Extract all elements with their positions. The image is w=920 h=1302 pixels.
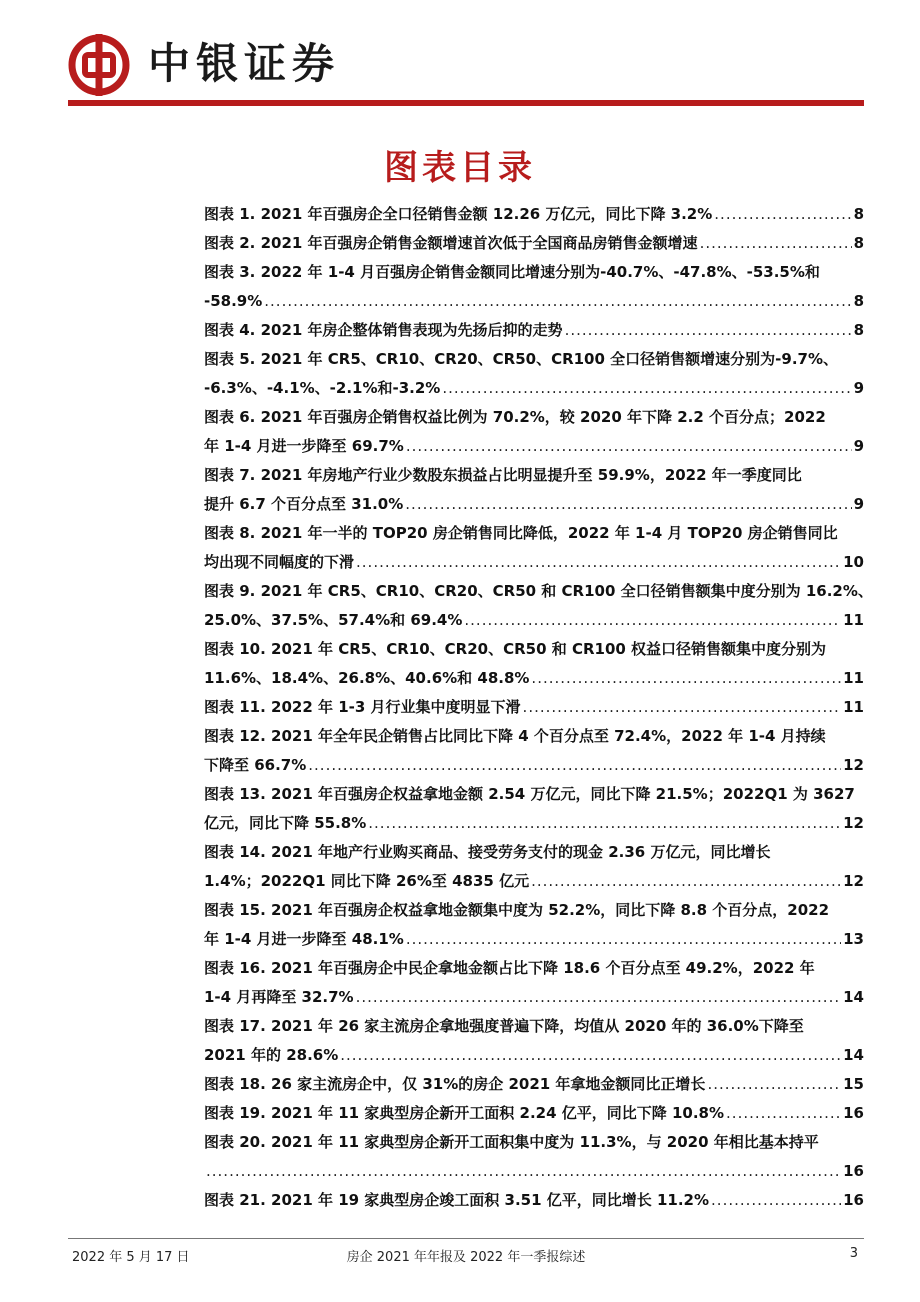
page-number: 3: [849, 1246, 858, 1261]
header-rule: [68, 100, 864, 106]
toc-entry-text: 提升 6.7 个百分点至 31.0%: [204, 495, 404, 513]
toc-entry-line: [204, 403, 864, 432]
toc-entry-line: [204, 1070, 864, 1099]
toc-entry[interactable]: [204, 635, 864, 693]
toc-leader-dots: [714, 200, 851, 229]
toc-entry-text: 11.6%、18.4%、26.8%、40.6%和 48.8%: [204, 669, 530, 687]
toc-entry-text: 年 1-4 月进一步降至 69.7%: [204, 437, 404, 455]
toc-entry-text: 图表 8. 2021 年一半的 TOP20 房企销售同比降低，2022 年 1-4 月 TOP20 房企销售同比: [204, 524, 838, 542]
toc-entry-line: [204, 954, 864, 983]
toc-entry-text: 1-4 月再降至 32.7%: [204, 988, 354, 1006]
toc-entry-text: 图表 5. 2021 年 CR5、CR10、CR20、CR50、CR100 全口径销售额增速分别为-9.7%、: [204, 350, 838, 368]
toc-entry-line: [204, 316, 864, 345]
toc-leader-dots: [726, 1099, 841, 1128]
bank-of-china-logo-icon: [68, 34, 130, 96]
toc-page-number: 8: [853, 205, 864, 223]
toc-leader-dots: [442, 374, 851, 403]
toc-entry-line: [204, 461, 864, 490]
toc-page-number: 11: [843, 669, 864, 687]
toc-entry[interactable]: [204, 519, 864, 577]
toc-entry-text: -6.3%、-4.1%、-2.1%和-3.2%: [204, 379, 441, 397]
toc-entry-line: [204, 548, 864, 577]
toc-leader-dots: [531, 867, 841, 896]
toc-entry-line: [204, 577, 873, 606]
toc-entry[interactable]: [204, 693, 864, 722]
toc-page-number: 16: [843, 1162, 864, 1180]
toc-entry-line: [204, 722, 864, 751]
toc-entry-line: [204, 200, 864, 229]
toc-entry[interactable]: [204, 200, 864, 229]
toc-leader-dots: [707, 1070, 841, 1099]
toc-entry-text: 亿元，同比下降 55.8%: [204, 814, 367, 832]
toc-entry-text: 图表 10. 2021 年 CR5、CR10、CR20、CR50 和 CR100 权益口径销售额集中度分别为: [204, 640, 827, 658]
toc-entry-text: 图表 17. 2021 年 26 家主流房企拿地强度普遍下降，均值从 2020 年的 36.0%下降至: [204, 1017, 804, 1035]
toc-entry[interactable]: [204, 722, 864, 780]
toc-entry-line: [204, 983, 864, 1012]
toc-entry-text: 图表 19. 2021 年 11 家典型房企新开工面积 2.24 亿平，同比下降 10.8%: [204, 1104, 725, 1122]
toc-entry-text: 2021 年的 28.6%: [204, 1046, 339, 1064]
toc-entry-line: [204, 519, 864, 548]
toc-leader-dots: [406, 432, 852, 461]
report-date: 2022 年 5 月 17 日: [72, 1250, 190, 1265]
toc-entry-line: [204, 490, 864, 519]
toc-entry-line: [204, 1157, 864, 1186]
toc-page-number: 13: [843, 930, 864, 948]
toc-page-number: 8: [853, 292, 864, 310]
toc-page-number: 14: [843, 988, 864, 1006]
toc-entry-line: [204, 751, 864, 780]
toc-entry[interactable]: [204, 258, 864, 316]
toc-entry-text: 图表 7. 2021 年房地产行业少数股东损益占比明显提升至 59.9%，2022 年一季度同比: [204, 466, 802, 484]
report-title: 房企 2021 年年报及 2022 年一季报综述: [346, 1250, 586, 1265]
toc-entry-text: 图表 12. 2021 年全年民企销售占比同比下降 4 个百分点至 72.4%，2022 年 1-4 月持续: [204, 727, 826, 745]
toc-leader-dots: [206, 1157, 841, 1186]
toc-entry-text: 图表 16. 2021 年百强房企中民企拿地金额占比下降 18.6 个百分点至 49.2%，2022 年: [204, 959, 815, 977]
toc-entry[interactable]: [204, 1012, 864, 1070]
toc-page-number: 9: [853, 495, 864, 513]
toc-leader-dots: [406, 925, 841, 954]
toc-entry-line: [204, 896, 864, 925]
toc-page-number: 11: [843, 698, 864, 716]
toc-entry-text: 图表 9. 2021 年 CR5、CR10、CR20、CR50 和 CR100 全口径销售额集中度分别为 16.2%、: [204, 582, 873, 600]
toc-entry-line: [204, 1041, 864, 1070]
toc-entry-line: [204, 1128, 864, 1157]
toc-entry-line: [204, 432, 864, 461]
toc-entry[interactable]: [204, 1070, 864, 1099]
toc-page-number: 8: [853, 321, 864, 339]
toc-entry-line: [204, 838, 864, 867]
toc-entry[interactable]: [204, 1128, 864, 1186]
toc-leader-dots: [565, 316, 852, 345]
toc-entry-text: 图表 1. 2021 年百强房企全口径销售金额 12.26 万亿元，同比下降 3.2%: [204, 205, 713, 223]
toc-entry-text: 图表 13. 2021 年百强房企权益拿地金额 2.54 万亿元，同比下降 21.5%；2022Q1 为 3627: [204, 785, 855, 803]
brand-name: 中银证券: [148, 39, 341, 88]
toc-entry-text: 图表 3. 2022 年 1-4 月百强房企销售金额同比增速分别为-40.7%、-47.8%、-53.5%和: [204, 263, 820, 281]
page-title: 图表目录: [384, 148, 536, 188]
toc-page-number: 15: [843, 1075, 864, 1093]
toc-entry-line: [204, 345, 864, 374]
toc-entry-line: [204, 1012, 864, 1041]
toc-leader-dots: [356, 548, 841, 577]
toc-entry-text: 下降至 66.7%: [204, 756, 307, 774]
toc-entry[interactable]: [204, 461, 864, 519]
toc-entry-text: 图表 15. 2021 年百强房企权益拿地金额集中度为 52.2%，同比下降 8.8 个百分点，2022: [204, 901, 830, 919]
toc-entry[interactable]: [204, 403, 864, 461]
toc-entry-text: -58.9%: [204, 292, 263, 310]
toc-page-number: 16: [843, 1104, 864, 1122]
toc-entry-line: [204, 693, 864, 722]
toc-entry-text: 图表 4. 2021 年房企整体销售表现为先扬后抑的走势: [204, 321, 563, 339]
toc-entry[interactable]: [204, 345, 864, 403]
toc-entry-line: [204, 867, 864, 896]
toc-entry[interactable]: [204, 1099, 864, 1128]
page-header: [68, 30, 864, 96]
toc-entry-text: 图表 14. 2021 年地产行业购买商品、接受劳务支付的现金 2.36 万亿元，同比增长: [204, 843, 771, 861]
toc-entry[interactable]: [204, 838, 864, 896]
toc-entry-text: 图表 6. 2021 年百强房企销售权益比例为 70.2%，较 2020 年下降 2.2 个百分点；2022: [204, 408, 826, 426]
toc-entry-line: [204, 925, 864, 954]
toc-leader-dots: [405, 490, 851, 519]
toc-entry-line: [204, 635, 864, 664]
toc-entry-text: 图表 20. 2021 年 11 家典型房企新开工面积集中度为 11.3%，与 2020 年相比基本持平: [204, 1133, 819, 1151]
footer-rule: [68, 1238, 864, 1239]
toc-entry-text: 图表 21. 2021 年 19 家典型房企竣工面积 3.51 亿平，同比增长 11.2%: [204, 1191, 710, 1209]
toc-leader-dots: [340, 1041, 841, 1070]
toc-entry[interactable]: [204, 577, 873, 635]
toc-entry-text: 均出现不同幅度的下滑: [204, 553, 355, 571]
toc-page-number: 9: [853, 379, 864, 397]
toc-entry-line: [204, 809, 864, 838]
toc-page-number: 10: [843, 553, 864, 571]
toc-leader-dots: [523, 693, 842, 722]
toc-entry-line: [204, 780, 864, 809]
toc-leader-dots: [368, 809, 841, 838]
toc-entry-text: 年 1-4 月进一步降至 48.1%: [204, 930, 404, 948]
toc-entry-line: [204, 1186, 864, 1215]
toc-entry-line: [204, 287, 864, 316]
toc-page-number: 12: [843, 872, 864, 890]
toc-entry-line: [204, 258, 864, 287]
table-of-contents: [204, 200, 873, 1215]
toc-leader-dots: [308, 751, 841, 780]
toc-page-number: 12: [843, 814, 864, 832]
toc-entry[interactable]: [204, 954, 864, 1012]
toc-leader-dots: [711, 1186, 841, 1215]
toc-entry-text: 图表 18. 26 家主流房企中，仅 31%的房企 2021 年拿地金额同比正增长: [204, 1075, 706, 1093]
toc-entry-text: 图表 11. 2022 年 1-3 月行业集中度明显下滑: [204, 698, 521, 716]
toc-page-number: 8: [853, 234, 864, 252]
toc-leader-dots: [464, 606, 841, 635]
toc-entry-text: 图表 2. 2021 年百强房企销售金额增速首次低于全国商品房销售金额增速: [204, 234, 698, 252]
toc-page-number: 9: [853, 437, 864, 455]
toc-leader-dots: [531, 664, 841, 693]
toc-page-number: 14: [843, 1046, 864, 1064]
toc-leader-dots: [356, 983, 842, 1012]
toc-entry-text: 25.0%、37.5%、57.4%和 69.4%: [204, 611, 463, 629]
toc-page-number: 11: [843, 611, 864, 629]
toc-entry-text: 1.4%；2022Q1 同比下降 26%至 4835 亿元: [204, 872, 530, 890]
toc-page-number: 16: [843, 1191, 864, 1209]
toc-entry-line: [204, 664, 864, 693]
toc-entry[interactable]: [204, 316, 864, 345]
toc-page-number: 12: [843, 756, 864, 774]
toc-entry-line: [204, 606, 864, 635]
toc-leader-dots: [700, 229, 852, 258]
toc-entry-line: [204, 1099, 864, 1128]
toc-entry[interactable]: [204, 896, 864, 954]
toc-entry[interactable]: [204, 229, 864, 258]
toc-leader-dots: [264, 287, 851, 316]
toc-entry-line: [204, 374, 864, 403]
toc-entry[interactable]: [204, 1186, 864, 1215]
toc-entry-line: [204, 229, 864, 258]
toc-entry[interactable]: [204, 780, 864, 838]
